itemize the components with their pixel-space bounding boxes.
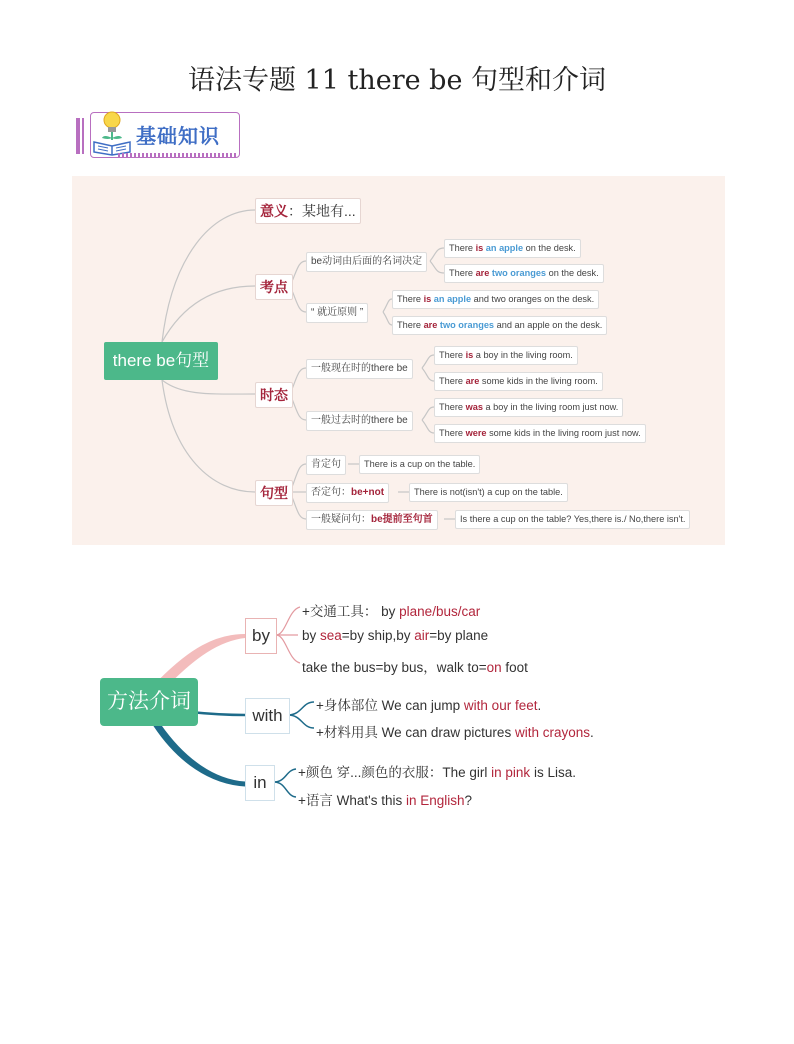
meaning-node: [255, 198, 361, 224]
example-row: There were some kids in the living room just now.: [434, 424, 646, 443]
example-row: There is not(isn't) a cup on the table.: [409, 483, 568, 502]
by-node: by: [245, 618, 277, 654]
juxing-node: 句型: [255, 480, 293, 506]
meaning-text: ：某地有...: [288, 203, 356, 219]
by-line-1: +交通工具： by plane/bus/car: [302, 604, 481, 619]
by-line-3: take the bus=by bus，walk to=on foot: [302, 660, 528, 675]
affirmative-node: 肯定句: [306, 455, 346, 475]
mindmap1-root: there be句型: [104, 342, 218, 380]
by-line-2: by sea=by ship,by air=by plane: [302, 628, 489, 643]
meaning-label: 意义: [260, 203, 288, 219]
preposition-mindmap: [90, 590, 650, 820]
question-node: 一般疑问句：be提前至句首: [306, 510, 438, 530]
page-title: 语法专题 11 there be 句型和介词: [187, 65, 607, 96]
banner-accent-bar: [76, 118, 80, 154]
with-line-1: +身体部位 We can jump with our feet.: [316, 698, 542, 713]
example-row: There is an apple on the desk.: [444, 239, 581, 258]
in-line-1: +颜色 穿...颜色的衣服：The girl in pink is Lisa.: [298, 765, 576, 780]
banner-label: 基础知识: [136, 126, 220, 148]
example-row: There is an apple and two oranges on the desk.: [392, 290, 599, 309]
rule-proximity: “ 就近原则 ”: [306, 303, 368, 323]
past-tense-node: 一般过去时的there be: [306, 411, 413, 431]
in-node: in: [245, 765, 275, 801]
banner-underline: [118, 153, 238, 158]
example-row: There was a boy in the living room just now.: [434, 398, 623, 417]
lightbulb-book-icon: [90, 108, 134, 156]
negative-node: 否定句：be+not: [306, 483, 389, 503]
section-banner: [72, 108, 242, 164]
present-tense-node: 一般现在时的there be: [306, 359, 413, 379]
with-line-2: +材料用具 We can draw pictures with crayons.: [316, 725, 594, 740]
example-row: There are two oranges on the desk.: [444, 264, 604, 283]
example-row: There is a cup on the table.: [359, 455, 480, 474]
shitai-node: 时态: [255, 382, 293, 408]
with-node: with: [245, 698, 290, 734]
example-row: There are some kids in the living room.: [434, 372, 603, 391]
in-line-2: +语言 What's this in English?: [298, 793, 473, 808]
example-row: There is a boy in the living room.: [434, 346, 578, 365]
there-be-mindmap: [72, 176, 725, 545]
rule-verb-agreement: be动词由后面的名词决定: [306, 252, 427, 272]
mindmap2-root: 方法介词: [100, 678, 198, 726]
example-row: Is there a cup on the table? Yes,there is./ No,there isn't.: [455, 510, 690, 529]
banner-accent-bar-thin: [82, 118, 84, 154]
kaodian-node: 考点: [255, 274, 293, 300]
example-row: There are two oranges and an apple on the desk.: [392, 316, 607, 335]
